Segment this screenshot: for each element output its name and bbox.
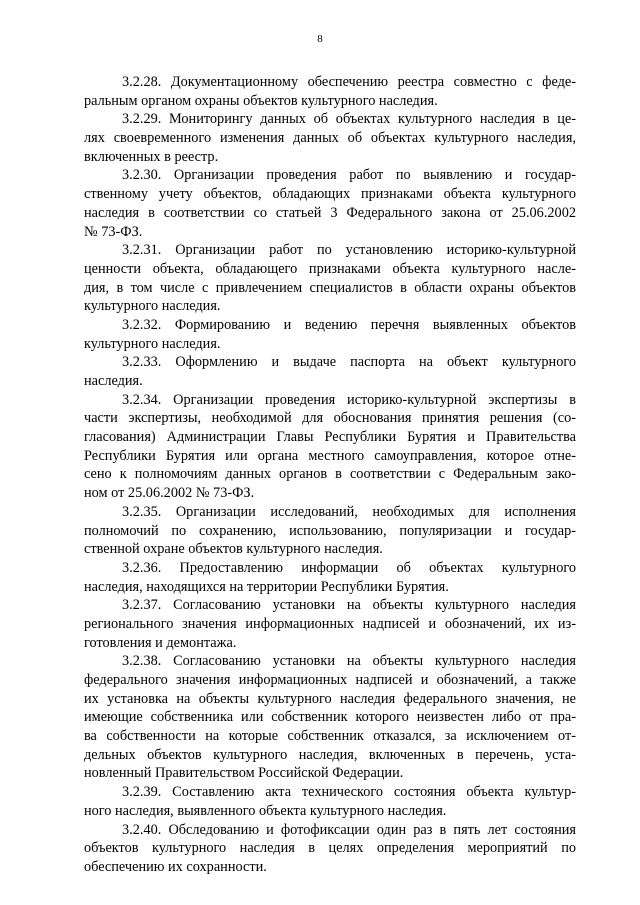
paragraph-line: 3.2.28. Документационному обеспечению реестра совместно с феде- [122,74,576,90]
paragraph-line: ценности объекта, обладающего признаками объекта культурного насле- [84,260,576,277]
paragraph-line: 3.2.39. Составлению акта технического состояния объекта культур- [122,784,576,801]
paragraph-line: объектов культурного наследия в целях определения мероприятий по [84,840,576,857]
paragraph-line: ном от 25.06.2002 № 73-ФЗ. [84,485,255,502]
paragraph-line: имеющие собственника или собственник которого неизвестен либо от пра- [84,709,576,726]
paragraph-line: ственной охране объектов культурного наследия. [84,541,383,558]
paragraph-line: лях своевременного изменения данных об объектах культурного наследия, [84,130,576,147]
paragraph-line: включенных в реестр. [84,148,219,165]
paragraph-line: 3.2.33. Оформлению и выдаче паспорта на объект культурного [122,354,576,371]
paragraph-line: ственному учету объектов, обладающих признаками объекта культурного [84,186,576,203]
paragraph-line: наследия в соответствии со статьей 3 Федерального закона от 25.06.2002 [84,204,576,221]
paragraph-3-2-29 [84,110,576,166]
paragraph-line: части экспертизы, необходимой для обоснования принятия решения (со- [84,410,576,427]
paragraph-line: 3.2.35. Организации исследований, необходимых для исполнения [122,503,576,520]
paragraph-line: регионального значения информационных надписей и обозначений, их из- [84,615,576,632]
paragraph-3-2-28 [84,73,576,110]
paragraph-line: сено к полномочиям данных органов в соответствии с Федеральным зако- [84,466,576,483]
paragraph-3-2-39 [84,783,576,820]
paragraph-line: культурного наследия. [84,298,221,315]
paragraph-line: федерального значения информационных надписей и обозначений, а также [84,672,576,688]
paragraph-3-2-32 [84,316,576,353]
paragraph-line: 3.2.32. Формированию и ведению перечня выявленных объектов [122,316,576,333]
paragraph-line: гласования) Администрации Главы Республики Бурятия и Правительства [84,429,576,446]
paragraph-line: 3.2.37. Согласованию установки на объекты культурного наследия [122,597,576,614]
paragraph-line: 3.2.34. Организации проведения историко-культурной экспертизы в [122,391,576,408]
paragraph-3-2-38 [84,652,576,783]
paragraph-line: ва собственности на которые собственник отказался, за исключением от- [84,728,576,745]
paragraph-3-2-40 [84,821,576,877]
paragraph-line: ральным органом охраны объектов культурного наследия. [84,92,438,109]
paragraph-line: наследия. [84,373,143,389]
paragraph-3-2-30 [84,166,576,241]
paragraph-line: новленный Правительством Российской Федерации. [84,765,404,782]
paragraph-line: наследия, находящихся на территории Республики Бурятия. [84,578,449,595]
paragraph-line: Республики Бурятия или органа местного самоуправления, которое отне- [84,447,576,464]
paragraph-line: 3.2.36. Предоставлению информации об объектах культурного [122,559,576,576]
paragraph-line: 3.2.40. Обследованию и фотофиксации один раз в пять лет состояния [122,821,576,838]
paragraph-line: готовления и демонтажа. [84,634,237,651]
paragraph-3-2-31 [84,241,576,316]
paragraph-line: 3.2.31. Организации работ по установлению историко-культурной [122,242,576,259]
paragraph-line: 3.2.38. Согласованию установки на объекты культурного наследия [122,653,576,670]
paragraph-line: обеспечению их сохранности. [84,858,267,875]
paragraph-line: дельных объектов культурного наследия, включенных в перечень, уста- [84,746,576,763]
paragraph-3-2-35 [84,503,576,559]
paragraph-line: полномочий по сохранению, использованию, популяризации и государ- [84,522,576,539]
paragraph-3-2-33 [84,353,576,390]
paragraph-line: 3.2.29. Мониторингу данных об объектах культурного наследия в це- [122,111,576,128]
paragraph-3-2-37 [84,596,576,652]
paragraph-line: № 73-ФЗ. [84,223,143,240]
paragraph-line: дия, в том числе с привлечением специалистов в области охраны объектов [84,279,576,296]
paragraph-line: 3.2.30. Организации проведения работ по выявлению и государ- [122,167,576,184]
paragraph-3-2-36 [84,559,576,596]
paragraph-3-2-34 [84,391,576,503]
paragraph-line: культурного наследия. [84,335,221,352]
page-number: 8 [317,33,323,45]
document-body [84,73,576,877]
paragraph-line: ного наследия, выявленного объекта культурного наследия. [84,802,447,819]
paragraph-line: их установка на объекты культурного наследия федерального значения, не [84,690,576,707]
